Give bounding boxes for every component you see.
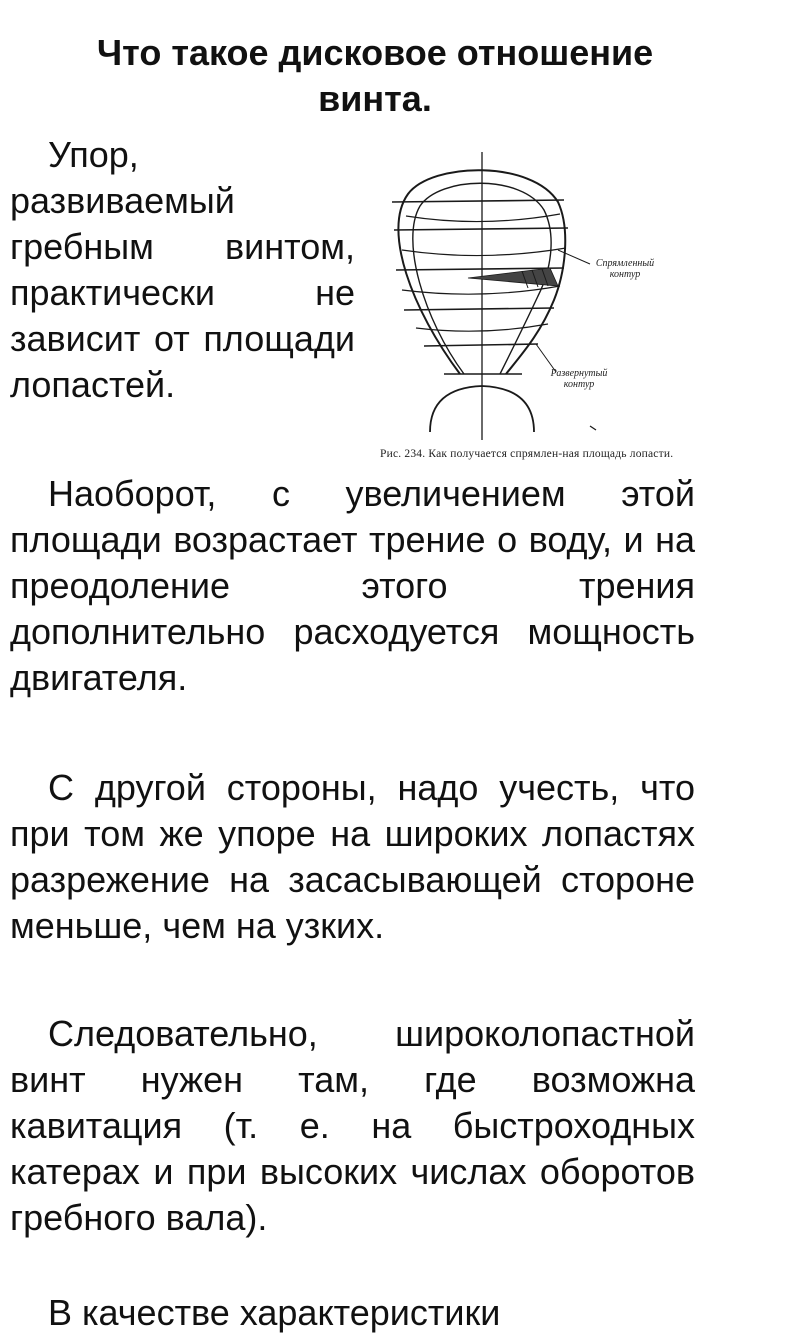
paragraph-3: С другой стороны, надо учесть, что при том же упоре на широких лопастях разрежение на засасывающей стороне меньше, чем на узких.: [10, 767, 695, 946]
blade-diagram: [372, 150, 687, 450]
label-straightened-contour: Спрямленный контур: [595, 258, 655, 280]
paragraph-1: Упор, развиваемый гребным винтом, практически не зависит от площади лопастей.: [10, 134, 355, 405]
propeller-blade-figure: [372, 150, 687, 495]
page-title: Что такое дисковое отношение винта.: [96, 32, 654, 119]
paragraph-4: Следовательно, широколопастной винт нужен там, где возможна кавитация (т. е. на быстроходных катерах и при высоких числах оборотов гребного вала).: [10, 1013, 695, 1238]
figure-caption: Рис. 234. Как получается спрямлен-ная площадь лопасти.: [380, 448, 674, 460]
paragraph-2: Наоборот, с увеличением этой площади возрастает трение о воду, и на преодоление этого трения дополнительно расходуется мощность двигателя.: [10, 473, 695, 698]
paragraph-5: В качестве характеристики: [48, 1292, 501, 1333]
label-unfolded-contour: Развернутый контур: [550, 368, 608, 390]
